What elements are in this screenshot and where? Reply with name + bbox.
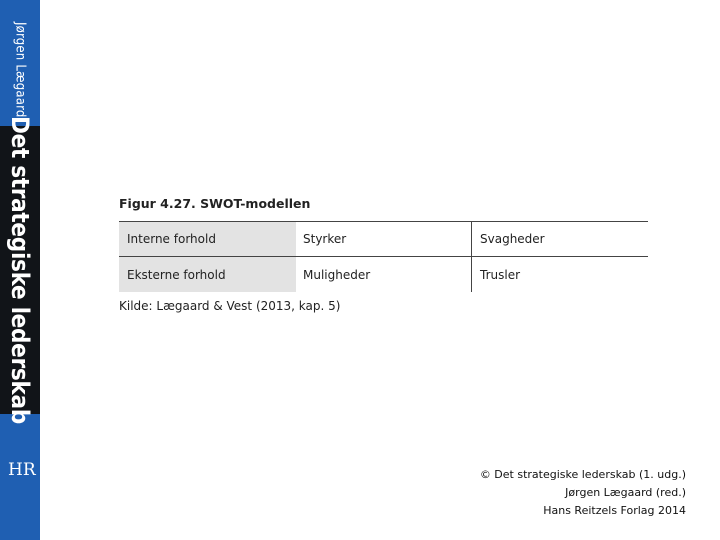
swot-table [119,221,648,292]
row-label: Eksterne forhold [119,257,296,292]
table-row [119,257,648,292]
cell-threats: Trusler [480,267,521,282]
figure-title: Figur 4.27. SWOT-modellen [119,196,311,211]
publisher-logo: HR [8,460,36,480]
copyright-line: Jørgen Lægaard (red.) [565,486,686,499]
copyright-notice [480,466,686,520]
sidebar [0,0,40,540]
cell-opportunities: Muligheder [296,257,472,292]
row-label: Interne forhold [119,222,296,256]
figure-source: Kilde: Lægaard & Vest (2013, kap. 5) [119,299,341,313]
copyright-line: © Det strategiske lederskab (1. udg.) [479,468,686,481]
copyright-line: Hans Reitzels Forlag 2014 [543,504,686,517]
cell-strengths: Styrker [296,222,472,256]
author-name: Jørgen Lægaard [12,22,28,118]
table-row [119,222,648,257]
book-title: Det strategiske lederskab [6,116,34,424]
author-band [0,14,40,126]
cell-weaknesses: Svagheder [480,232,545,246]
book-title-band [0,116,40,424]
